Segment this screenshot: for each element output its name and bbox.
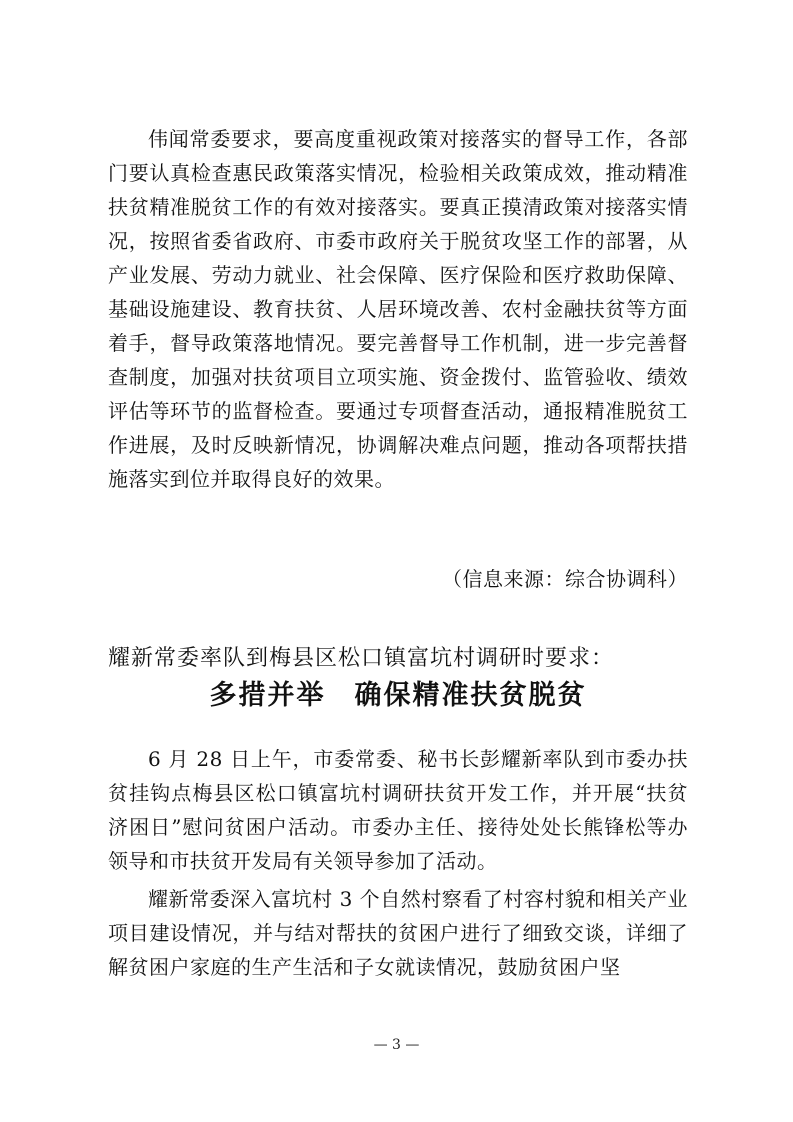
article-subheadline: 耀新常委率队到梅县区松口镇富坑村调研时要求：: [108, 646, 615, 671]
article-paragraph-2: 耀新常委深入富坑村 3 个自然村察看了村容村貌和相关产业项目建设情况，并与结对帮扶的贫困户进行了细致交谈，详细了解贫困户家庭的生产生活和子女就读情况，鼓励贫困户坚: [108, 887, 688, 979]
section1-paragraph: 伟闻常委要求，要高度重视政策对接落实的督导工作，各部门要认真检查惠民政策落实情况，检验相关政策成效，推动精准扶贫精准脱贫工作的有效对接落实。要真正摸清政策对接落实情况，按照省委省政府、市委市政府关于脱贫攻坚工作的部署，从产业发展、劳动力就业、社会保障、医疗保险和医疗救助保障、基础设施建设、教育扶贫、人居环境改善、农村金融扶贫等方面着手，督导政策落地情况。要完善督导工作机制，进一步完善督查制度，加强对扶贫项目立项实施、资金拨付、监管验收、绩效评估等环节的监督检查。要通过专项督查活动，通报精准脱贫工作进展，及时反映新情况，协调解决难点问题，推动各项帮扶措施落实到位并取得良好的效果。: [108, 127, 688, 491]
page-number: — 3 —: [373, 1037, 420, 1053]
section1-body: [108, 122, 688, 496]
article-headline: 多措并举 确保精准扶贫脱贫: [209, 680, 587, 711]
article-paragraph-1: 6 月 28 日上午，市委常委、秘书长彭耀新率队到市委办扶贫挂钩点梅县区松口镇富坑村调研扶贫开发工作，并开展“扶贫济困日”慰问贫困户活动。市委办主任、接待处处长熊锋松等办领导和市扶贫开发局有关领导参加了活动。: [108, 747, 688, 873]
article-body: [108, 742, 688, 984]
info-source: （信息来源：综合协调科）: [442, 567, 688, 591]
